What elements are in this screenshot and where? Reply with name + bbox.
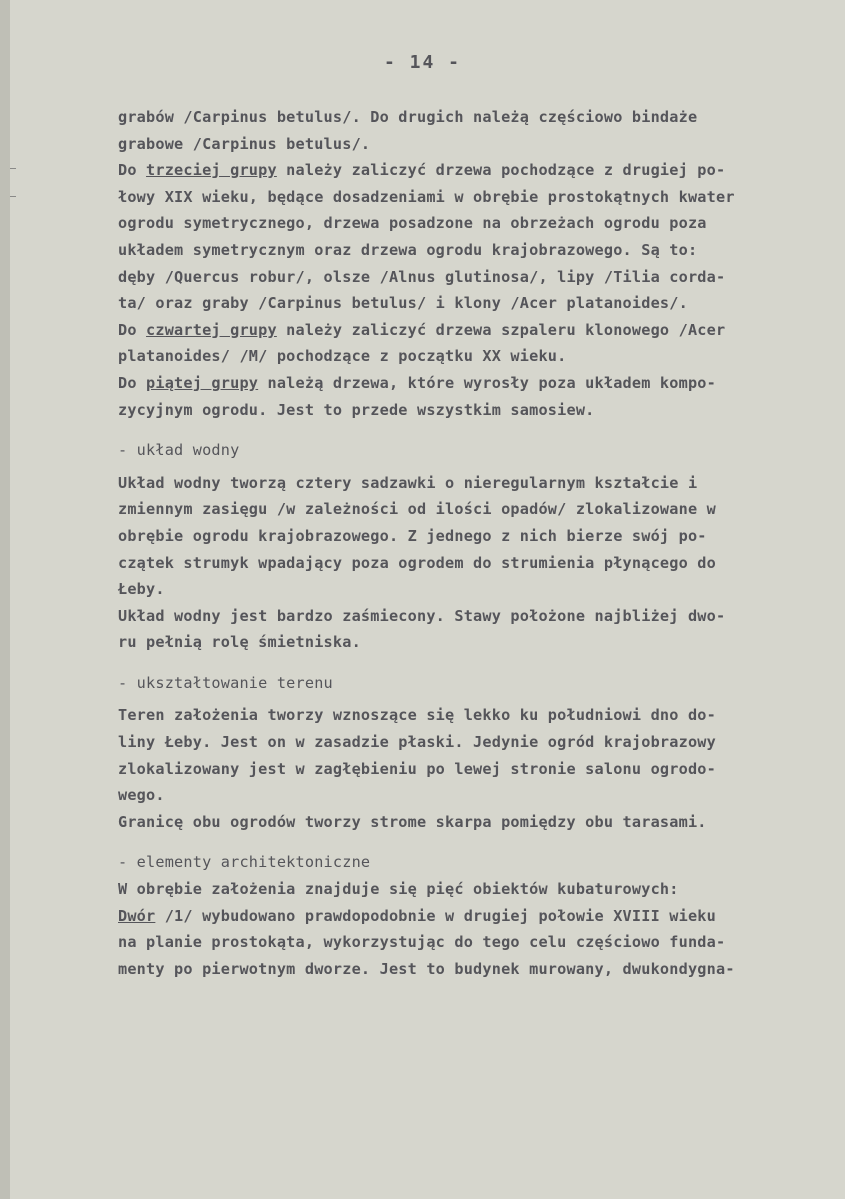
text-line: zmiennym zasięgu /w zależności od ilości opadów/ zlokalizowane w: [118, 500, 716, 519]
text-line: ru pełnią rolę śmietniska.: [118, 633, 361, 652]
section-heading-water: - układ wodny: [118, 441, 240, 460]
text-line: platanoides/ /M/ pochodzące z początku XX wieku.: [118, 347, 567, 366]
text-line: zycyjnym ogrodu. Jest to przede wszystkim samosiew.: [118, 400, 595, 419]
text-line: dęby /Quercus robur/, olsze /Alnus glutinosa/, lipy /Tilia corda-: [118, 267, 726, 286]
paragraph-manor: Dwór /1/ wybudowano prawdopodobnie w drugiej połowie XVIII wieku: [118, 906, 716, 925]
underlined-term: Dwór: [118, 906, 156, 925]
text-line: Teren założenia tworzy wznoszące się lekko ku południowi dno do-: [118, 706, 716, 725]
page-number: - 14 -: [383, 52, 462, 73]
scan-left-edge: [0, 0, 10, 1199]
text-line: zlokalizowany jest w zagłębieniu po lewej stronie salonu ogrodo-: [118, 759, 716, 778]
text-line: grabowe /Carpinus betulus/.: [118, 134, 371, 153]
text-line: liny Łeby. Jest on w zasadzie płaski. Jedynie ogród krajobrazowy: [118, 733, 716, 752]
margin-mark: [10, 196, 16, 197]
text-line: wego.: [118, 786, 165, 805]
body-text: [118, 104, 830, 982]
text-line: menty po pierwotnym dworze. Jest to budynek murowany, dwukondygna-: [118, 959, 735, 978]
text-line: łowy XIX wieku, będące dosadzeniami w obrębie prostokątnych kwater: [118, 187, 735, 206]
text-line: W obrębie założenia znajduje się pięć obiektów kubaturowych:: [118, 880, 679, 899]
text-line: Granicę obu ogrodów tworzy strome skarpa pomiędzy obu tarasami.: [118, 812, 707, 831]
paragraph-fifth-group: Do piątej grupy należą drzewa, które wyrosły poza układem kompo-: [118, 373, 716, 392]
text-line: obrębie ogrodu krajobrazowego. Z jednego z nich bierze swój po-: [118, 526, 707, 545]
paragraph-third-group: Do trzeciej grupy należy zaliczyć drzewa pochodzące z drugiej po-: [118, 161, 726, 180]
paragraph-fourth-group: Do czwartej grupy należy zaliczyć drzewa szpaleru klonowego /Acer: [118, 320, 726, 339]
section-heading-terrain: - ukształtowanie terenu: [118, 673, 333, 692]
underlined-term: piątej grupy: [146, 373, 259, 392]
underlined-term: trzeciej grupy: [146, 161, 277, 180]
text-line: grabów /Carpinus betulus/. Do drugich należą częściowo bindaże: [118, 108, 698, 126]
text-line: Łeby.: [118, 580, 165, 599]
text-line: na planie prostokąta, wykorzystując do tego celu częściowo funda-: [118, 933, 726, 952]
margin-mark: [10, 168, 16, 169]
underlined-term: czwartej grupy: [146, 320, 277, 339]
text-line: ta/ oraz graby /Carpinus betulus/ i klony /Acer platanoides/.: [118, 294, 688, 313]
section-heading-architecture: - elementy architektoniczne: [118, 853, 371, 872]
text-line: Układ wodny jest bardzo zaśmiecony. Stawy położone najbliżej dwo-: [118, 606, 726, 625]
text-line: układem symetrycznym oraz drzewa ogrodu krajobrazowego. Są to:: [118, 240, 698, 259]
text-line: czątek strumyk wpadający poza ogrodem do strumienia płynącego do: [118, 553, 716, 572]
text-line: Układ wodny tworzą cztery sadzawki o nieregularnym kształcie i: [118, 473, 698, 492]
text-line: ogrodu symetrycznego, drzewa posadzone na obrzeżach ogrodu poza: [118, 214, 707, 233]
